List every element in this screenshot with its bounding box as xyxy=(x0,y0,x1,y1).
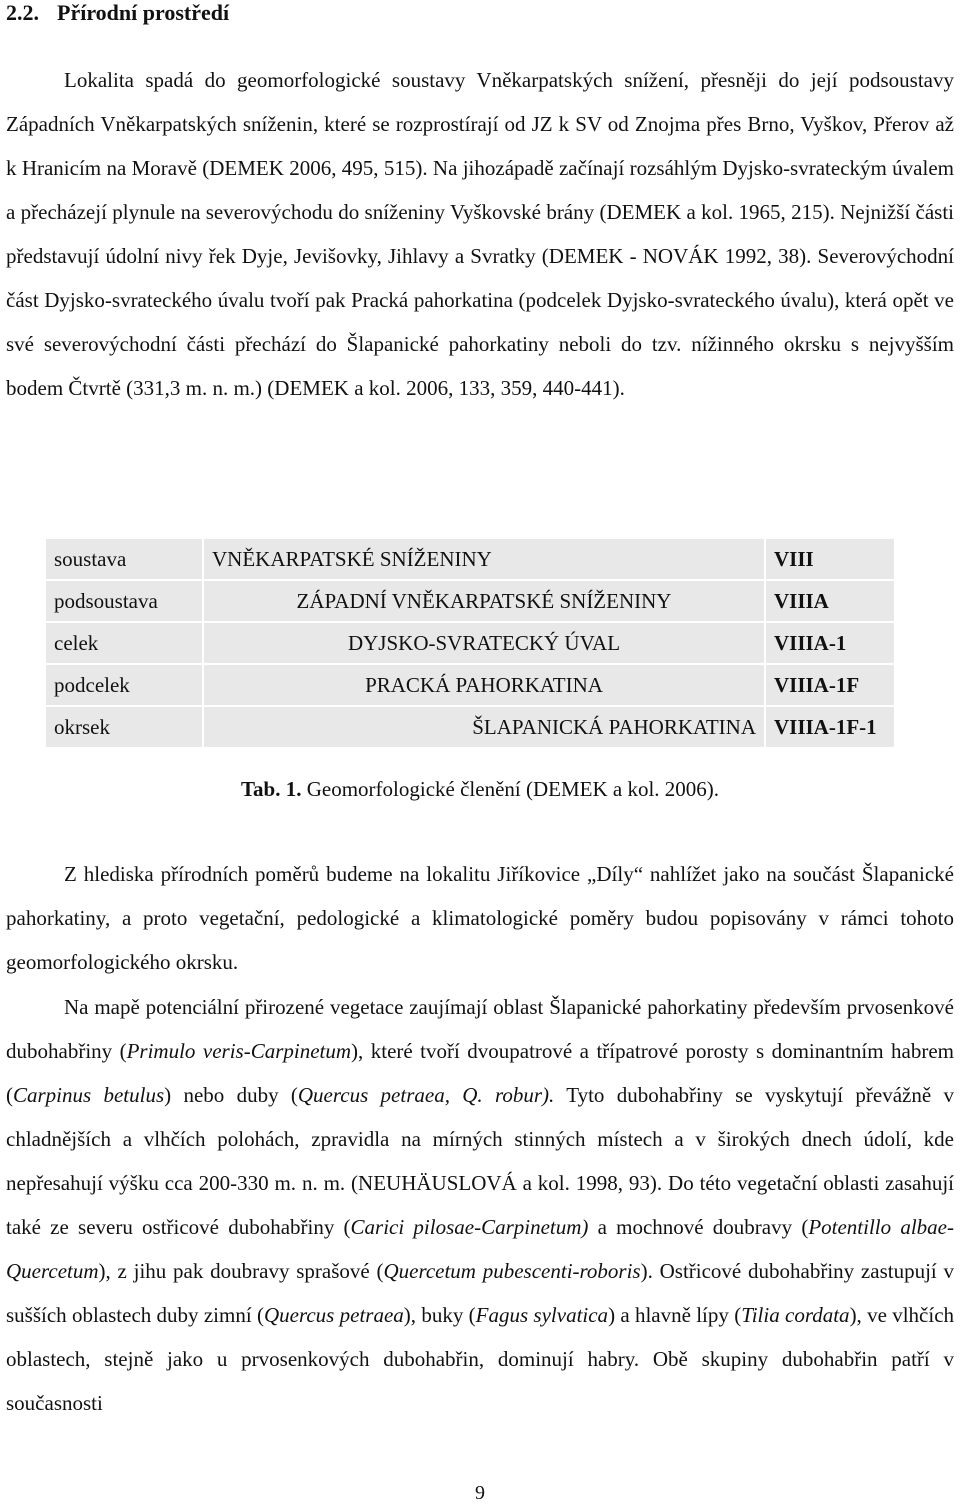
latin-name: Primulo veris xyxy=(126,1039,244,1063)
section-heading xyxy=(6,0,229,26)
text-run: Na mapě potenciální přirozené vegetace zaujímají oblast Šlapanické pahorkatiny především prvosenkové dubohabřiny ( xyxy=(6,995,954,1063)
table-cell-level: soustava xyxy=(45,538,203,580)
text-run: ), ve vlhčích oblastech, stejně jako u prvosenkových dubohabřin, dominují habry. Obě skupiny dubohabřin patří v současnosti xyxy=(6,1303,955,1415)
latin-name: Carpinus betulus xyxy=(13,1083,165,1107)
latin-name: Carpinetum xyxy=(250,1039,352,1063)
geomorphology-table xyxy=(44,537,896,749)
table-cell-name: DYJSKO-SVRATECKÝ ÚVAL xyxy=(203,622,765,664)
latin-name: Quercus petraea xyxy=(263,1303,404,1327)
table-row xyxy=(45,664,895,706)
caption-label: Tab. 1. xyxy=(240,777,302,801)
text-run: ), které tvoří dvoupatrové a třípatrové porosty s dominantním habrem ( xyxy=(6,1039,954,1107)
table-cell-code: VIIIA-1F xyxy=(765,664,895,706)
table-cell-code: VIIIA xyxy=(765,580,895,622)
text-run: ), z jihu pak doubravy sprašové ( xyxy=(98,1259,384,1283)
text-run: - xyxy=(474,1215,482,1239)
table-cell-code: VIIIA-1 xyxy=(765,622,895,664)
latin-name: Quercetum xyxy=(6,1259,99,1283)
text-run: - xyxy=(243,1039,251,1063)
table-row xyxy=(45,538,895,580)
latin-name: Potentillo albae xyxy=(808,1215,947,1239)
table-cell-level: podsoustava xyxy=(45,580,203,622)
text-run: ) nebo duby ( xyxy=(164,1083,298,1107)
table-row xyxy=(45,622,895,664)
table-cell-name: PRACKÁ PAHORKATINA xyxy=(203,664,765,706)
table-cell-name: ŠLAPANICKÁ PAHORKATINA xyxy=(203,706,765,748)
text-run: - xyxy=(947,1215,954,1239)
text-run: ). Ostřicové dubohabřiny zastupují v sušších oblastech duby zimní ( xyxy=(6,1259,955,1327)
latin-name: Tilia cordata xyxy=(741,1303,850,1327)
table-cell-level: celek xyxy=(45,622,203,664)
latin-name: Quercetum pubescenti-roboris xyxy=(383,1259,641,1283)
table-caption xyxy=(0,776,960,802)
table-cell-level: podcelek xyxy=(45,664,203,706)
text-run: ) a hlavně lípy ( xyxy=(608,1303,742,1327)
section-title: Přírodní prostředí xyxy=(57,0,230,25)
caption-text: Geomorfologické členění (DEMEK a kol. 2006). xyxy=(301,777,720,801)
latin-name: Fagus sylvatica xyxy=(475,1303,609,1327)
table-cell-name: VNĚKARPATSKÉ SNÍŽENINY xyxy=(203,538,765,580)
paragraph-geomorphology: Lokalita spadá do geomorfologické soustavy Vněkarpatských snížení, přesněji do její podsoustavy Západních Vněkarpatských sníženin, které se rozprostírají od JZ k SV od Znojma přes Brno, Vyškov, Přerov až k Hranicím na Moravě (DEMEK 2006, 495, 515). Na jihozápadě začínají rozsáhlým Dyjsko-svrateckým úvalem a přecházejí plynule na severovýchodu do sníženiny Vyškovské brány (DEMEK a kol. 1965, 215). Nejnižší části představují údolní nivy řek Dyje, Jevišovky, Jihlavy a Svratky (DEMEK - NOVÁK 1992, 38). Severovýchodní část Dyjsko-svrateckého úvalu tvoří pak Pracká pahorkatina (podcelek Dyjsko-svrateckého úvalu), která opět ve své severovýchodní části přechází do Šlapanické pahorkatiny neboli do tzv. nížinného okrsku s nejvyšším bodem Čtvrtě (331,3 m. n. m.) (DEMEK a kol. 2006, 133, 359, 440-441). xyxy=(6,68,954,400)
latin-name: Carici pilosae xyxy=(350,1215,475,1239)
text-run: a mochnové doubravy ( xyxy=(588,1215,809,1239)
latin-name: Quercus petraea, Q. robur). xyxy=(297,1083,555,1107)
table-cell-code: VIII xyxy=(765,538,895,580)
paragraph-vegetation xyxy=(6,985,954,1425)
text-run: Tyto dubohabřiny se vyskytují převážně v chladnějších a vlhčích polohách, zpravidla na mírných stinných místech a v širokých dnech údolí, kde nepřesahují výšku cca 200-330 m. n. m. (NEUHÄUSLOVÁ a kol. 1998, 93). Do této vegetační oblasti zasahují také ze severu ostřicové dubohabřiny ( xyxy=(6,1083,954,1239)
paragraph-locality: Z hlediska přírodních poměrů budeme na lokalitu Jiříkovice „Díly“ nahlížet jako na součást Šlapanické pahorkatiny, a proto vegetační, pedologické a klimatologické poměry budou popisovány v rámci tohoto geomorfologického okrsku. xyxy=(6,862,954,974)
table-cell-code: VIIIA-1F-1 xyxy=(765,706,895,748)
table-row xyxy=(45,706,895,748)
table-cell-name: ZÁPADNÍ VNĚKARPATSKÉ SNÍŽENINY xyxy=(203,580,765,622)
section-number: 2.2. xyxy=(6,0,39,25)
table-cell-level: okrsek xyxy=(45,706,203,748)
page-number: 9 xyxy=(475,1482,485,1504)
table-row xyxy=(45,580,895,622)
text-run: ), buky ( xyxy=(403,1303,476,1327)
latin-name: Carpinetum) xyxy=(481,1215,589,1239)
